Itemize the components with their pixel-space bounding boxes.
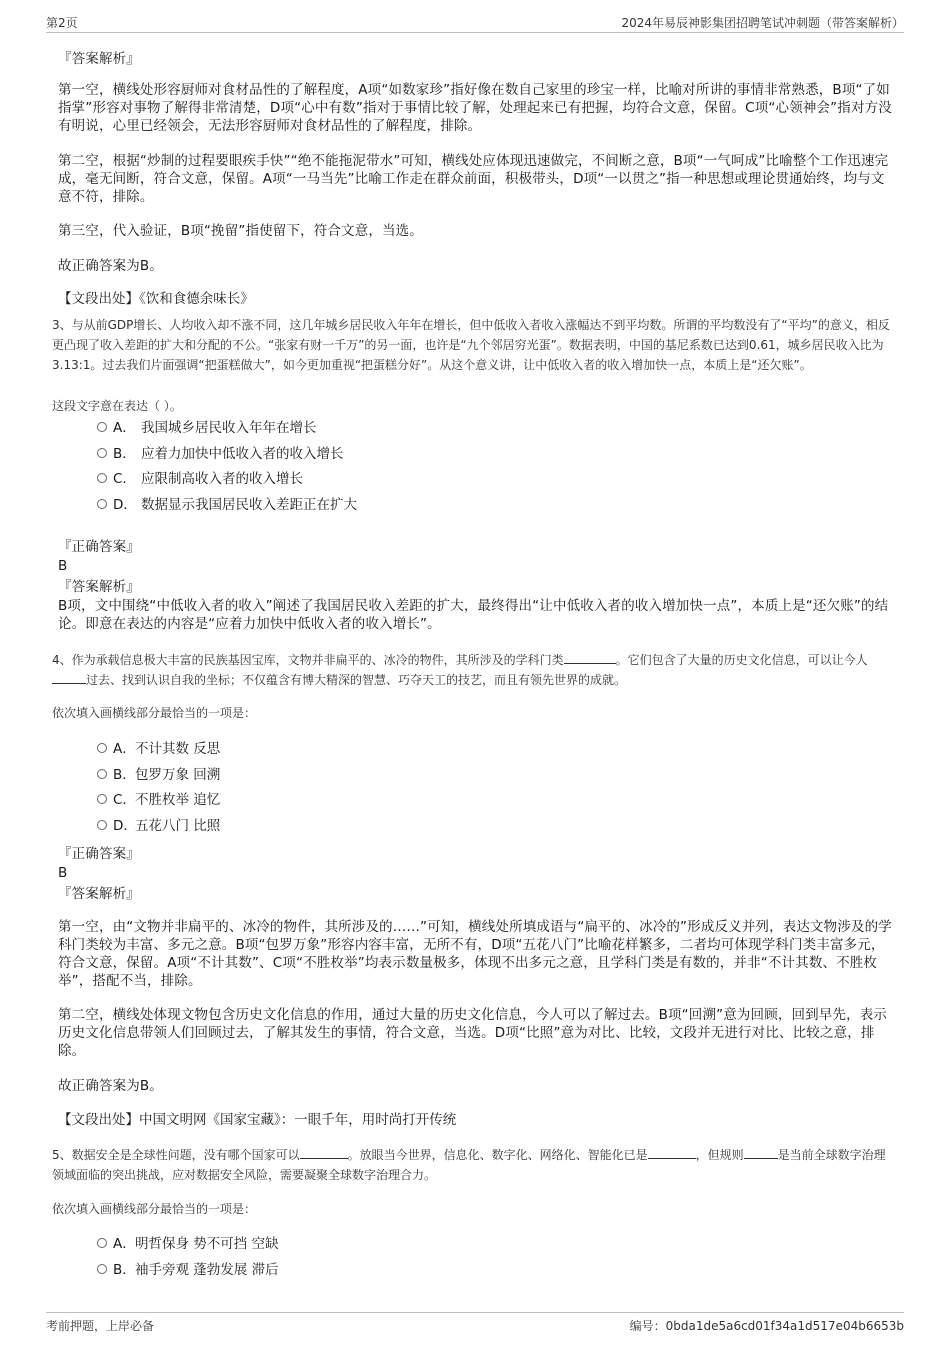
radio-icon[interactable] <box>97 820 107 830</box>
option-letter: B． <box>113 446 136 462</box>
q4-analysis-title: 『答案解析』 <box>58 886 140 902</box>
q4-answer-title: 『正确答案』 <box>58 846 140 862</box>
option-letter: A． <box>113 741 136 757</box>
q2-analysis-p3: 第三空，代入验证，B项“挽留”指使留下，符合文意，当选。 <box>58 223 423 239</box>
q4-answer: B <box>58 865 68 881</box>
document-id: 编号：0bda1de5a6cd01f34a1d517e04b6653b <box>629 1319 904 1333</box>
option-text: 数据显示我国居民收入差距正在扩大 <box>141 497 357 513</box>
q4-source: 【文段出处】中国文明网《国家宝藏》：一眼千年，用时尚打开传统 <box>58 1112 457 1128</box>
blank-line <box>744 1146 778 1159</box>
option-text: 袖手旁观 蓬勃发展 滞后 <box>135 1262 279 1278</box>
q5-option-a[interactable] <box>97 1235 279 1253</box>
q3-prompt: 这段文字意在表达（ ）。 <box>52 399 182 413</box>
option-text: 不胜枚举 追忆 <box>135 792 221 808</box>
radio-icon[interactable] <box>97 1238 107 1248</box>
q4-option-b[interactable] <box>97 766 220 784</box>
q5-stem: 5、数据安全是全球性问题，没有哪个国家可以 。放眼当今世界，信息化、数字化、网络化、智能化已是 ，但规则 是当前全球数字治理领域面临的突出挑战，应对数据安全风险，需要凝聚全球数字治理合力。 <box>52 1148 886 1182</box>
radio-icon[interactable] <box>97 794 107 804</box>
option-letter: D． <box>113 497 137 513</box>
radio-icon[interactable] <box>97 422 107 432</box>
q3-answer: B <box>58 558 68 574</box>
q4-analysis-p1: 第一空，由“文物并非扁平的、冰冷的物件，其所涉及的……”可知，横线处所填成语与“扁平的、冰冷的”形成反义并列，表达文物涉及的学科门类较为丰富、多元之意。B项“包罗万象”形容内容丰富，无所不有，D项“五花八门”比喻花样繁多，二者均可体现学科门类丰富多元，符合文意，保留。A项“不计其数”、C项“不胜枚举”均表示数量极多，体现不出多元之意，且学科门类是有数的，并非“不计其数、不胜枚举”，搭配不当，排除。 <box>58 919 892 989</box>
q2-source: 【文段出处】《饮和食德余味长》 <box>58 291 254 307</box>
q5-option-b[interactable] <box>97 1261 279 1279</box>
option-text: 不计其数 反思 <box>135 741 221 757</box>
option-text: 应限制高收入者的收入增长 <box>141 471 303 487</box>
page-footer <box>46 1312 904 1339</box>
q2-analysis-p1: 第一空，横线处形容厨师对食材品性的了解程度，A项“如数家珍”指好像在数自己家里的珍宝一样，比喻对所讲的事情非常熟悉，B项“了如指掌”形容对事物了解得非常清楚，D项“心中有数”指对于事情比较了解，处理起来已有把握，均符合文意，保留。C项“心领神会”指对方没有明说，心里已经领会，无法形容厨师对食材品性的了解程度，排除。 <box>58 82 892 134</box>
q2-analysis-title: 『答案解析』 <box>58 51 140 67</box>
radio-icon[interactable] <box>97 743 107 753</box>
q4-option-a[interactable] <box>97 740 220 758</box>
radio-icon[interactable] <box>97 448 107 458</box>
q3-stem: 3、与从前GDP增长、人均收入却不涨不同，这几年城乡居民收入年年在增长，但中低收入者收入涨幅达不到平均数。所谓的平均数没有了“平均”的意义，相反更凸现了收入差距的扩大和分配的不公。“张家有财一千万”的另一面，也许是“九个邻居穷光蛋”。数据表明，中国的基尼系数已达到0.61，城乡居民收入比为3.13:1。过去我们片面强调“把蛋糕做大”，如今更加重视“把蛋糕分好”。从这个意义讲，让中低收入者的收入增加快一点，本质上是“还欠账”。 <box>52 318 890 372</box>
option-text: 包罗万象 回溯 <box>135 767 221 783</box>
option-letter: C． <box>113 471 136 487</box>
blank-line <box>52 671 86 684</box>
page-number: 第2页 <box>46 16 78 30</box>
option-text: 应着力加快中低收入者的收入增长 <box>141 446 344 462</box>
option-letter: C． <box>113 792 136 808</box>
option-text: 我国城乡居民收入年年在增长 <box>141 420 317 436</box>
option-letter: B． <box>113 1262 136 1278</box>
q3-option-d[interactable] <box>97 496 357 514</box>
q5-prompt: 依次填入画横线部分最恰当的一项是： <box>52 1202 257 1216</box>
document-title: 2024年易辰神影集团招聘笔试冲刺题（带答案解析） <box>621 16 904 30</box>
blank-line <box>648 1146 696 1159</box>
blank-line <box>300 1146 348 1159</box>
q4-conclusion: 故正确答案为B。 <box>58 1078 163 1094</box>
q2-conclusion: 故正确答案为B。 <box>58 258 163 274</box>
option-letter: A． <box>113 420 136 436</box>
blank-line <box>564 651 616 664</box>
radio-icon[interactable] <box>97 1264 107 1274</box>
option-letter: A． <box>113 1236 136 1252</box>
q2-analysis-p2: 第二空，根据“炒制的过程要眼疾手快”“绝不能拖泥带水”可知，横线处应体现迅速做完，不间断之意，B项“一气呵成”比喻整个工作迅速完成，毫无间断，符合文意，保留。A项“一马当先”比喻工作走在群众前面，积极带头，D项“一以贯之”指一种思想或理论贯通始终，均与文意不符，排除。 <box>58 153 889 205</box>
q3-analysis-title: 『答案解析』 <box>58 579 140 595</box>
footer-slogan: 考前押题，上岸必备 <box>46 1319 155 1333</box>
q3-option-b[interactable] <box>97 445 344 463</box>
page-header <box>46 10 904 33</box>
radio-icon[interactable] <box>97 473 107 483</box>
q3-option-a[interactable] <box>97 419 317 437</box>
option-text: 明哲保身 势不可挡 空缺 <box>135 1236 279 1252</box>
q4-analysis-p2: 第二空，横线处体现文物包含历史文化信息的作用，通过大量的历史文化信息，今人可以了解过去。B项“回溯”意为回顾，回到早先，表示历史文化信息带领人们回顾过去，了解其发生的事情，符合文意，当选。D项“比照”意为对比、比较，文段并无进行对比、比较之意，排除。 <box>58 1007 888 1059</box>
q3-analysis: B项，文中围绕“中低收入者的收入”阐述了我国居民收入差距的扩大，最终得出“让中低收入者的收入增加快一点”，本质上是“还欠账”的结论。即意在表达的内容是“应着力加快中低收入者的收入增长”。 <box>58 598 889 632</box>
q4-stem: 4、作为承载信息极大丰富的民族基因宝库，文物并非扁平的、冰冷的物件，其所涉及的学科门类 。它们包含了大量的历史文化信息，可以让今人过去、找到认识自我的坐标；不仅蕴含有博大精深的智慧、巧夺天工的技艺，而且有领先世界的成就。 <box>52 653 868 687</box>
option-letter: D． <box>113 818 137 834</box>
q3-option-c[interactable] <box>97 470 303 488</box>
radio-icon[interactable] <box>97 769 107 779</box>
radio-icon[interactable] <box>97 499 107 509</box>
q4-prompt: 依次填入画横线部分最恰当的一项是： <box>52 706 257 720</box>
option-letter: B． <box>113 767 136 783</box>
q4-option-d[interactable] <box>97 817 220 835</box>
option-text: 五花八门 比照 <box>135 818 221 834</box>
q4-option-c[interactable] <box>97 791 220 809</box>
q3-answer-title: 『正确答案』 <box>58 539 140 555</box>
